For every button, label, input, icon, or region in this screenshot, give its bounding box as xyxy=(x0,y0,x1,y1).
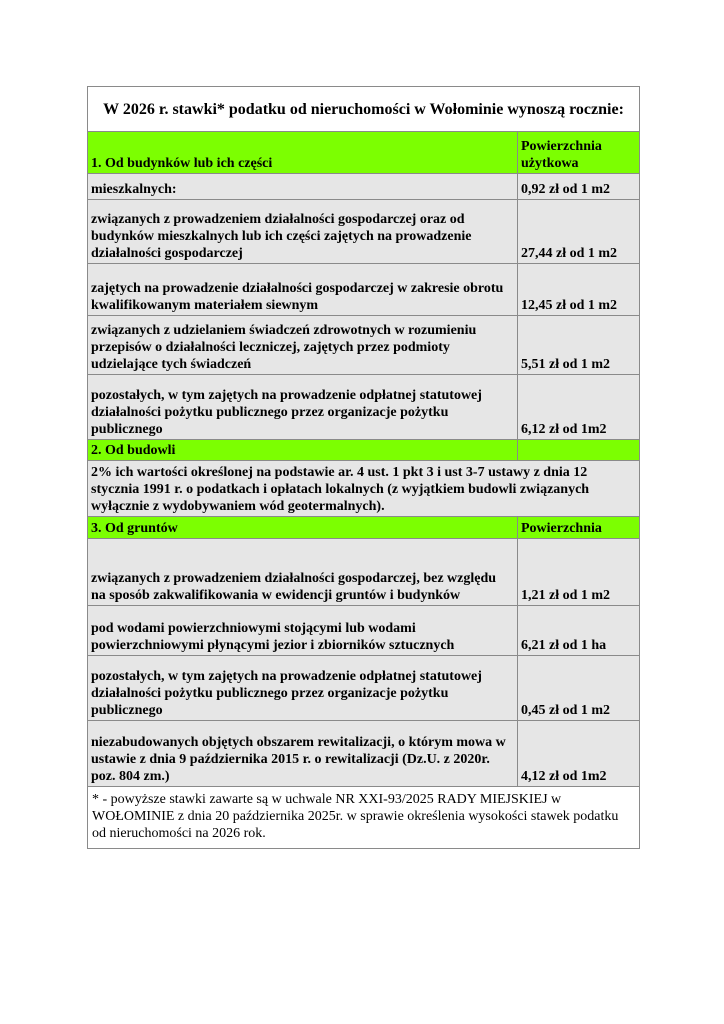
footnote: * - powyższe stawki zawarte są w uchwale NR XXI-93/2025 RADY MIEJSKIEJ w WOŁOMINIE z dnia 20 października 2025r. w sprawie określenia wysokości stawek podatku od nieruchomości na 2026 rok. xyxy=(88,787,640,849)
row-value: 12,45 zł od 1 m2 xyxy=(518,264,640,316)
row-label: niezabudowanych objętych obszarem rewitalizacji, o którym mowa w ustawie z dnia 9 października 2015 r. o rewitalizacji (Dz.U. z 2020r. poz. 804 zm.) xyxy=(88,721,518,787)
table-row xyxy=(88,606,640,656)
tax-rates-table xyxy=(87,86,640,849)
section2-text: 2% ich wartości określonej na podstawie ar. 4 ust. 1 pkt 3 i ust 3-7 ustawy z dnia 12 stycznia 1991 r. o podatkach i opłatach lokalnych (z wyjątkiem budowli związanych wyłącznie z wydobywaniem wód geotermalnych). xyxy=(88,461,640,517)
section1-header: 1. Od budynków lub ich części xyxy=(88,132,518,174)
row-label: pod wodami powierzchniowymi stojącymi lub wodami powierzchniowymi płynącymi jezior i zbiorników sztucznych xyxy=(88,606,518,656)
table-row xyxy=(88,200,640,264)
row-label: związanych z prowadzeniem działalności gospodarczej, bez względu na sposób zakwalifikowania w ewidencji gruntów i budynków xyxy=(88,539,518,606)
table-row xyxy=(88,656,640,721)
row-label: pozostałych, w tym zajętych na prowadzenie odpłatnej statutowej działalności pożytku publicznego przez organizacje pożytku publicznego xyxy=(88,656,518,721)
table-row xyxy=(88,539,640,606)
document-title: W 2026 r. stawki* podatku od nieruchomości w Wołominie wynoszą rocznie: xyxy=(88,87,640,132)
section3-header-row xyxy=(88,517,640,539)
row-value: 27,44 zł od 1 m2 xyxy=(518,200,640,264)
row-label: pozostałych, w tym zajętych na prowadzenie odpłatnej statutowej działalności pożytku publicznego przez organizacje pożytku publicznego xyxy=(88,375,518,440)
table-row xyxy=(88,316,640,375)
table-row xyxy=(88,721,640,787)
row-value: 0,92 zł od 1 m2 xyxy=(518,174,640,200)
section1-column-header: Powierzchnia użytkowa xyxy=(518,132,640,174)
row-label: zajętych na prowadzenie działalności gospodarczej w zakresie obrotu kwalifikowanym materiałem siewnym xyxy=(88,264,518,316)
section2-empty-cell xyxy=(518,440,640,461)
row-value: 4,12 zł od 1m2 xyxy=(518,721,640,787)
section3-header: 3. Od gruntów xyxy=(88,517,518,539)
section2-header-row xyxy=(88,440,640,461)
table-row xyxy=(88,461,640,517)
row-label: związanych z udzielaniem świadczeń zdrowotnych w rozumieniu przepisów o działalności leczniczej, zajętych przez podmioty udzielające tych świadczeń xyxy=(88,316,518,375)
row-value: 6,21 zł od 1 ha xyxy=(518,606,640,656)
section2-header: 2. Od budowli xyxy=(88,440,518,461)
row-label: związanych z prowadzeniem działalności gospodarczej oraz od budynków mieszkalnych lub ich części zajętych na prowadzenie działalności gospodarczej xyxy=(88,200,518,264)
table-row xyxy=(88,174,640,200)
section3-column-header: Powierzchnia xyxy=(518,517,640,539)
row-value: 0,45 zł od 1 m2 xyxy=(518,656,640,721)
table-row xyxy=(88,264,640,316)
row-value: 1,21 zł od 1 m2 xyxy=(518,539,640,606)
section1-header-row xyxy=(88,132,640,174)
row-label: mieszkalnych: xyxy=(88,174,518,200)
table-row xyxy=(88,375,640,440)
row-value: 6,12 zł od 1m2 xyxy=(518,375,640,440)
row-value: 5,51 zł od 1 m2 xyxy=(518,316,640,375)
